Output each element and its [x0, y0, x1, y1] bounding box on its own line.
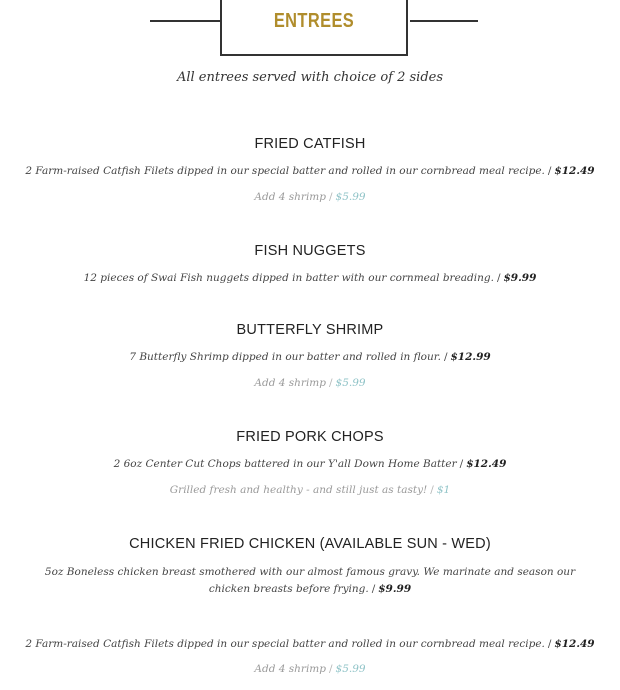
addon-price: $5.99 [335, 663, 366, 675]
section-title: ENTREES [273, 9, 355, 32]
description-text: 2 Farm-raised Catfish Filets dipped in our special batter and rolled in our cornbread meal recipe. [25, 638, 545, 650]
menu-item-addon [0, 191, 620, 203]
header-title-box [220, 0, 408, 56]
price-separator: / [459, 458, 464, 470]
menu-item-title: FISH NUGGETS [254, 243, 366, 259]
menu-item-description [24, 349, 596, 366]
section-subtitle: All entrees served with choice of 2 sides [176, 70, 444, 85]
menu-item-title: CHICKEN FRIED CHICKEN (AVAILABLE SUN - WED) [129, 536, 491, 552]
menu-item-addon [0, 377, 620, 389]
menu-item-price: $9.99 [378, 583, 412, 595]
menu-item-description [24, 163, 596, 180]
addon-label: Add 4 shrimp [254, 191, 326, 203]
addon-label: Add 4 shrimp [254, 377, 326, 389]
description-text: 5oz Boneless chicken breast smothered with our almost famous gravy. We marinate and season our chicken breasts before frying. [44, 566, 576, 595]
price-separator: / [371, 583, 376, 595]
header-divider-right [410, 20, 478, 22]
addon-price: $5.99 [335, 191, 366, 203]
menu-item-description [24, 564, 596, 598]
menu-item-price: $12.49 [554, 165, 595, 177]
description-text: 12 pieces of Swai Fish nuggets dipped in batter with our cornmeal breading. [83, 272, 494, 284]
menu-item-description [24, 270, 596, 287]
menu-item-addon [0, 663, 620, 675]
menu-item-addon [0, 484, 620, 496]
menu-item-price: $12.49 [554, 638, 595, 650]
price-separator: / [496, 272, 501, 284]
price-separator: / [328, 377, 333, 389]
description-text: 2 6oz Center Cut Chops battered in our Y'all Down Home Batter [113, 458, 457, 470]
price-separator: / [443, 351, 448, 363]
menu-item-price: $9.99 [503, 272, 537, 284]
menu-item-title: FRIED PORK CHOPS [236, 429, 384, 445]
price-separator: / [547, 165, 552, 177]
addon-price: $1 [436, 484, 451, 496]
description-text: 7 Butterfly Shrimp dipped in our batter and rolled in flour. [129, 351, 441, 363]
menu-section-header [0, 0, 620, 60]
price-separator: / [328, 191, 333, 203]
menu-item-price: $12.99 [450, 351, 491, 363]
header-divider-left [150, 20, 220, 22]
addon-label: Grilled fresh and healthy - and still just as tasty! [169, 484, 428, 496]
description-text: 2 Farm-raised Catfish Filets dipped in our special batter and rolled in our cornbread meal recipe. [25, 165, 545, 177]
price-separator: / [328, 663, 333, 675]
menu-item-title: FRIED CATFISH [254, 136, 366, 152]
addon-label: Add 4 shrimp [254, 663, 326, 675]
price-separator: / [430, 484, 434, 496]
price-separator: / [547, 638, 552, 650]
addon-price: $5.99 [335, 377, 366, 389]
menu-item-description [24, 636, 596, 653]
menu-item-price: $12.49 [466, 458, 507, 470]
menu-item-description [24, 456, 596, 473]
menu-item-title: BUTTERFLY SHRIMP [236, 322, 384, 338]
